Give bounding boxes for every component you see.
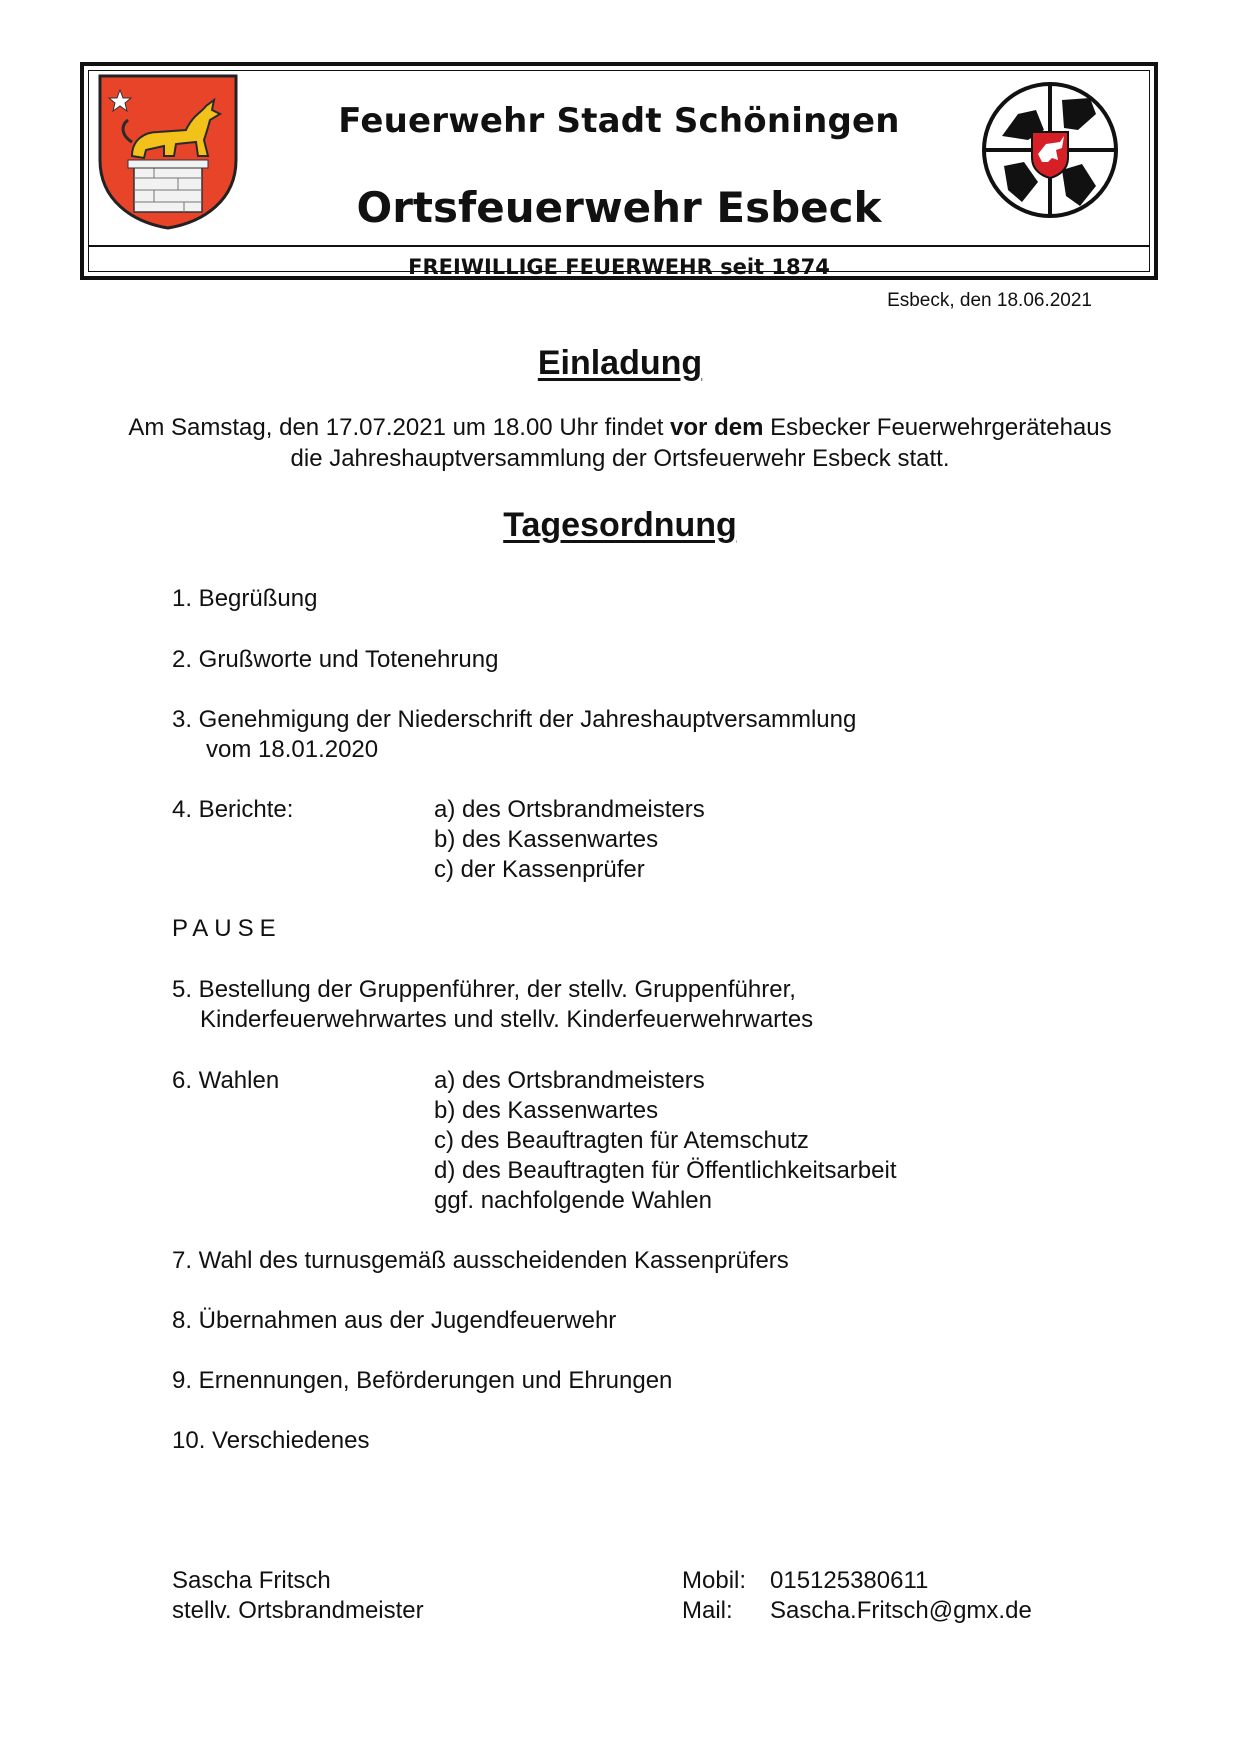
agenda-item: 7. Wahl des turnusgemäß ausscheidenden Kassenprüfers	[172, 1247, 789, 1274]
agenda-subitem: b) des Kassenwartes	[434, 826, 659, 853]
agenda-item-continuation: Kinderfeuerwehrwartes und stellv. Kinderfeuerwehrwartes	[200, 1006, 814, 1033]
agenda-item: 6. Wahlen	[172, 1067, 280, 1094]
invitation-text	[0, 412, 1240, 474]
agenda-subitem: a) des Ortsbrandmeisters	[434, 796, 705, 823]
agenda-item: 8. Übernahmen aus der Jugendfeuerwehr	[172, 1307, 617, 1334]
agenda-item: 9. Ernennungen, Beförderungen und Ehrungen	[172, 1367, 673, 1394]
letterhead-divider	[89, 245, 1149, 247]
unit-name: Ortsfeuerwehr Esbeck	[356, 183, 882, 232]
mobile-number: 015125380611	[770, 1567, 929, 1594]
agenda-item: 3. Genehmigung der Niederschrift der Jahreshauptversammlung	[172, 706, 857, 733]
invitation-line-1: Am Samstag, den 17.07.2021 um 18.00 Uhr findet vor dem Esbecker Feuerwehrgerätehaus	[128, 414, 1112, 441]
agenda-item: 5. Bestellung der Gruppenführer, der stellv. Gruppenführer,	[172, 976, 796, 1003]
signer-name: Sascha Fritsch	[172, 1567, 331, 1594]
org-name: Feuerwehr Stadt Schöningen	[338, 101, 900, 141]
agenda-item: 1. Begrüßung	[172, 585, 318, 612]
agenda-subitem: c) des Beauftragten für Atemschutz	[434, 1127, 809, 1154]
agenda-subitem: ggf. nachfolgende Wahlen	[434, 1187, 712, 1214]
town-coat-of-arms-icon	[94, 70, 242, 232]
agenda-subitem: d) des Beauftragten für Öffentlichkeitsarbeit	[434, 1157, 897, 1184]
agenda-title: Tagesordnung	[503, 506, 737, 544]
page-title: Einladung	[537, 344, 703, 382]
agenda-item-continuation: vom 18.01.2020	[206, 736, 379, 763]
agenda-item: 10. Verschiedenes	[172, 1427, 370, 1454]
agenda-item: 2. Grußworte und Totenehrung	[172, 646, 499, 673]
emphasis: vor dem	[670, 414, 764, 441]
invitation-line-2: die Jahreshauptversammlung der Ortsfeuerwehr Esbeck statt.	[290, 445, 950, 472]
agenda-subitem: b) des Kassenwartes	[434, 1097, 659, 1124]
mail-label: Mail:	[682, 1597, 733, 1624]
agenda-item: 4. Berichte:	[172, 796, 294, 823]
letterhead-tagline: FREIWILLIGE FEUERWEHR seit 1874	[408, 255, 830, 279]
agenda-subitem: c) der Kassenprüfer	[434, 856, 645, 883]
mobile-label: Mobil:	[682, 1567, 747, 1594]
fire-brigade-emblem-icon	[978, 70, 1122, 232]
agenda-subitem: a) des Ortsbrandmeisters	[434, 1067, 705, 1094]
date-line: Esbeck, den 18.06.2021	[887, 290, 1092, 311]
signer-role: stellv. Ortsbrandmeister	[172, 1597, 424, 1624]
pause-label: PAUSE	[172, 915, 282, 942]
mail-address: Sascha.Fritsch@gmx.de	[770, 1597, 1032, 1624]
